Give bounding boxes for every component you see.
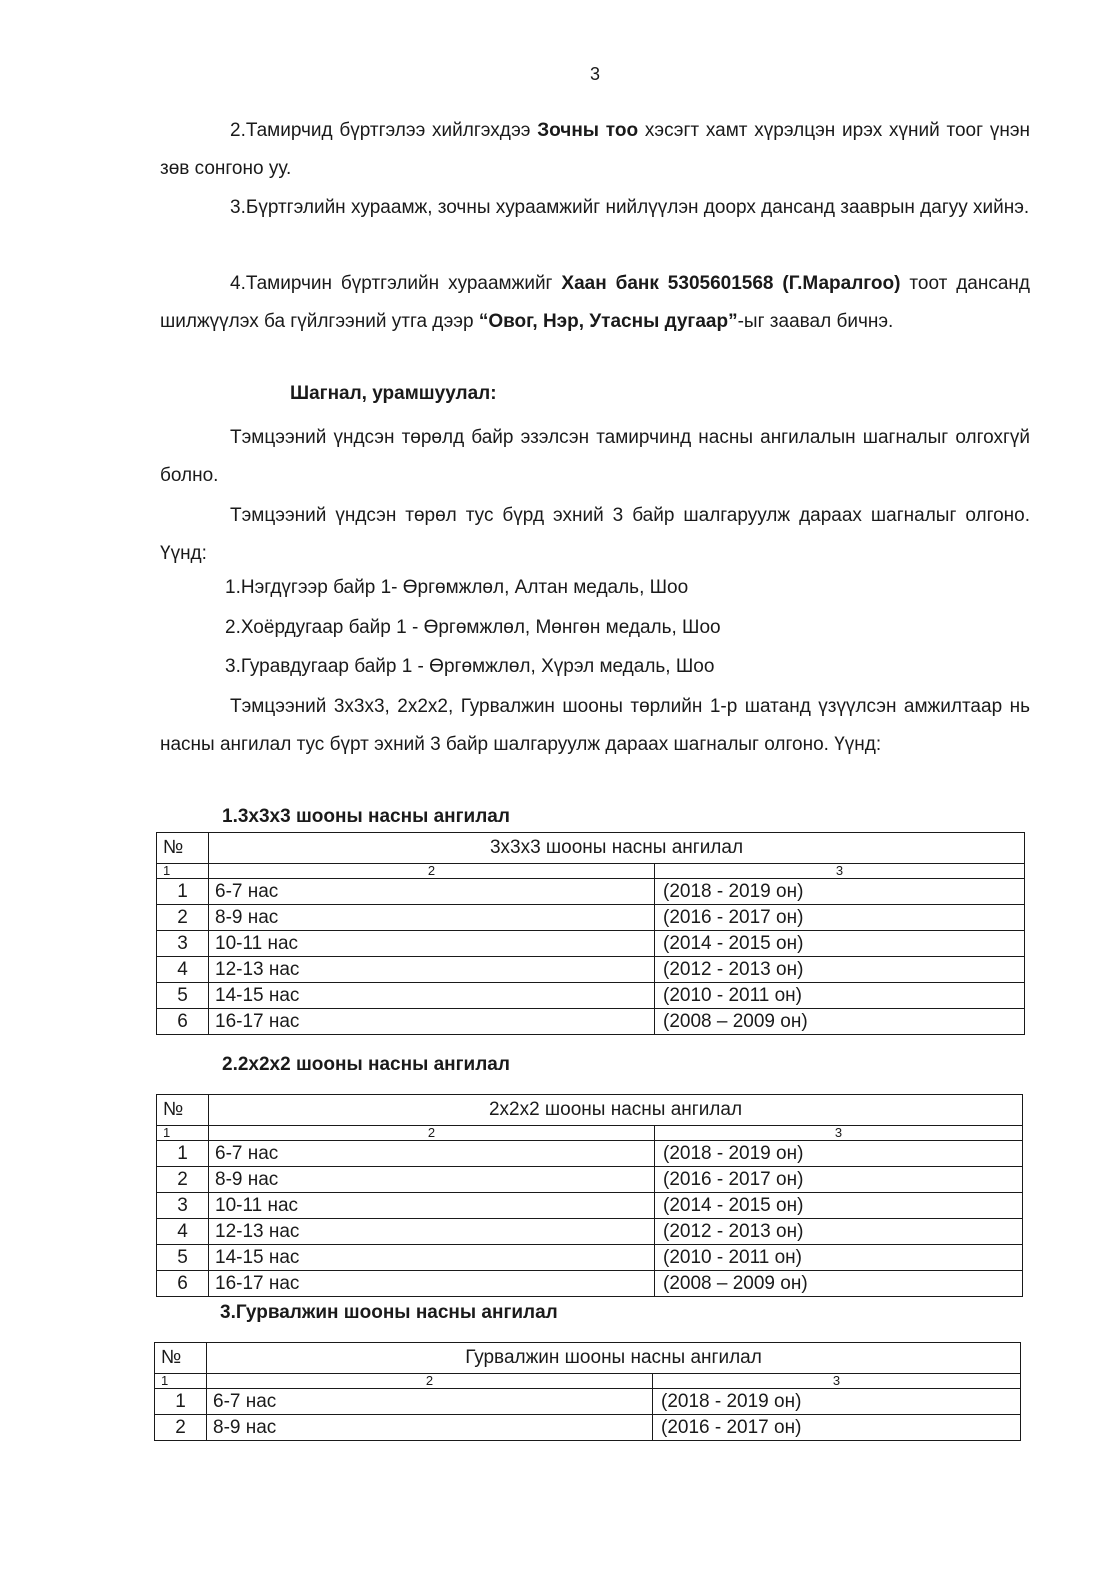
col-number: 1: [155, 1374, 207, 1389]
age-cell: 8-9 нас: [209, 1167, 655, 1193]
table-row: [157, 879, 1025, 905]
table-header: Гурвалжин шооны насны ангилал: [207, 1343, 1021, 1374]
no-header: №: [157, 1095, 209, 1126]
age-cell: 16-17 нас: [209, 1009, 655, 1035]
paragraph-text: тоот дансанд шилжүүлэх ба гүйлгээний утга дээр: [160, 273, 1030, 332]
table-row: [157, 957, 1025, 983]
paragraph-text: -ыг заавал бичнэ.: [737, 311, 894, 332]
table-row: [157, 1219, 1023, 1245]
age-cell: 12-13 нас: [209, 957, 655, 983]
table-row: [157, 1193, 1023, 1219]
age-cell: 16-17 нас: [209, 1271, 655, 1297]
age-cell: 14-15 нас: [209, 1245, 655, 1271]
age-cell: 12-13 нас: [209, 1219, 655, 1245]
col-number: 3: [655, 864, 1025, 879]
age-cell: 10-11 нас: [209, 1193, 655, 1219]
years-cell: (2014 - 2015 он): [655, 931, 1025, 957]
age-category-table-pyraminx: [154, 1342, 1021, 1441]
table-row: [157, 1167, 1023, 1193]
award-item-3: 3.Гуравдугаар байр 1 - Өргөмжлөл, Хүрэл медаль, Шоо: [225, 656, 715, 677]
row-number: 1: [155, 1389, 207, 1415]
table-row: [157, 983, 1025, 1009]
award-item-2: 2.Хоёрдугаар байр 1 - Өргөмжлөл, Мөнгөн медаль, Шоо: [225, 617, 721, 638]
table-row: [157, 1245, 1023, 1271]
paragraph-text: 2.Тамирчид бүртгэлээ хийлгэхдээ: [230, 120, 538, 141]
table-row: [157, 1271, 1023, 1297]
paragraph-text: хэсэгт хамт хүрэлцэн ирэх хүний тоог үнэн зөв сонгоно уу.: [160, 120, 1031, 179]
years-cell: (2008 – 2009 он): [655, 1009, 1025, 1035]
row-number: 3: [157, 931, 209, 957]
row-number: 4: [157, 1219, 209, 1245]
table-title: 3.Гурвалжин шооны насны ангилал: [220, 1302, 558, 1323]
age-cell: 6-7 нас: [209, 879, 655, 905]
table-row: [155, 1415, 1021, 1441]
years-cell: (2018 - 2019 он): [653, 1389, 1021, 1415]
years-cell: (2014 - 2015 он): [655, 1193, 1023, 1219]
table-row: [157, 1009, 1025, 1035]
age-cell: 10-11 нас: [209, 931, 655, 957]
age-category-table-3x3: [156, 832, 1025, 1035]
years-cell: (2010 - 2011 он): [655, 1245, 1023, 1271]
col-number: 2: [209, 1126, 655, 1141]
table-title: 1.3х3х3 шооны насны ангилал: [222, 806, 510, 827]
row-number: 4: [157, 957, 209, 983]
age-category-table-2x2: [156, 1094, 1023, 1297]
col-number: 3: [655, 1126, 1023, 1141]
paragraph-guest-count: [160, 112, 1030, 188]
awards-paragraph-1: Тэмцээний үндсэн төрөлд байр эзэлсэн тамирчинд насны ангилалын шагналыг олгохгүй болно.: [160, 427, 1030, 486]
row-number: 2: [157, 905, 209, 931]
awards-paragraph-3: Тэмцээний 3х3х3, 2х2х2, Гурвалжин шооны төрлийн 1-р шатанд үзүүлсэн амжилтаар нь насны ангилал тус бүрт эхний 3 байр шалгаруулж дараах шагналыг олгоно. Үүнд:: [160, 696, 1030, 755]
age-cell: 6-7 нас: [209, 1141, 655, 1167]
paragraph-bold-text: Зочны тоо: [537, 120, 639, 141]
years-cell: (2008 – 2009 он): [655, 1271, 1023, 1297]
no-header: №: [155, 1343, 207, 1374]
years-cell: (2016 - 2017 он): [655, 905, 1025, 931]
age-cell: 8-9 нас: [207, 1415, 653, 1441]
years-cell: (2018 - 2019 он): [655, 879, 1025, 905]
years-cell: (2018 - 2019 он): [655, 1141, 1023, 1167]
transfer-note-text: “Овог, Нэр, Утасны дугаар”: [478, 311, 738, 332]
paragraph-fee-payment: 3.Бүртгэлийн хураамж, зочны хураамжийг нийлүүлэн доорх дансанд зааврын дагуу хийнэ.: [230, 197, 1030, 218]
row-number: 1: [157, 879, 209, 905]
years-cell: (2016 - 2017 он): [655, 1167, 1023, 1193]
years-cell: (2010 - 2011 он): [655, 983, 1025, 1009]
table-header: 2х2х2 шооны насны ангилал: [209, 1095, 1023, 1126]
row-number: 1: [157, 1141, 209, 1167]
row-number: 5: [157, 1245, 209, 1271]
col-number: 3: [653, 1374, 1021, 1389]
years-cell: (2012 - 2013 он): [655, 1219, 1023, 1245]
years-cell: (2016 - 2017 он): [653, 1415, 1021, 1441]
paragraph-bank-transfer: [160, 265, 1030, 341]
bank-account-text: Хаан банк 5305601568 (Г.Маралгоо): [561, 273, 901, 294]
table-title: 2.2х2х2 шооны насны ангилал: [222, 1054, 510, 1075]
age-cell: 14-15 нас: [209, 983, 655, 1009]
age-cell: 8-9 нас: [209, 905, 655, 931]
age-cell: 6-7 нас: [207, 1389, 653, 1415]
years-cell: (2012 - 2013 он): [655, 957, 1025, 983]
row-number: 3: [157, 1193, 209, 1219]
row-number: 2: [157, 1167, 209, 1193]
table-row: [155, 1389, 1021, 1415]
row-number: 2: [155, 1415, 207, 1441]
awards-paragraph-2: Тэмцээний үндсэн төрөл тус бүрд эхний 3 байр шалгаруулж дараах шагналыг олгоно. Үүнд:: [160, 505, 1030, 564]
row-number: 6: [157, 1271, 209, 1297]
row-number: 6: [157, 1009, 209, 1035]
award-item-1: 1.Нэгдүгээр байр 1- Өргөмжлөл, Алтан медаль, Шоо: [225, 577, 689, 598]
table-row: [157, 1141, 1023, 1167]
col-number: 1: [157, 1126, 209, 1141]
col-number: 2: [207, 1374, 653, 1389]
no-header: №: [157, 833, 209, 864]
awards-heading: Шагнал, урамшуулал:: [290, 383, 497, 404]
table-row: [157, 931, 1025, 957]
paragraph-text: 4.Тамирчин бүртгэлийн хураамжийг: [230, 273, 562, 294]
row-number: 5: [157, 983, 209, 1009]
col-number: 2: [209, 864, 655, 879]
table-row: [157, 905, 1025, 931]
page-number: 3: [590, 64, 601, 84]
col-number: 1: [157, 864, 209, 879]
table-header: 3х3х3 шооны насны ангилал: [209, 833, 1025, 864]
